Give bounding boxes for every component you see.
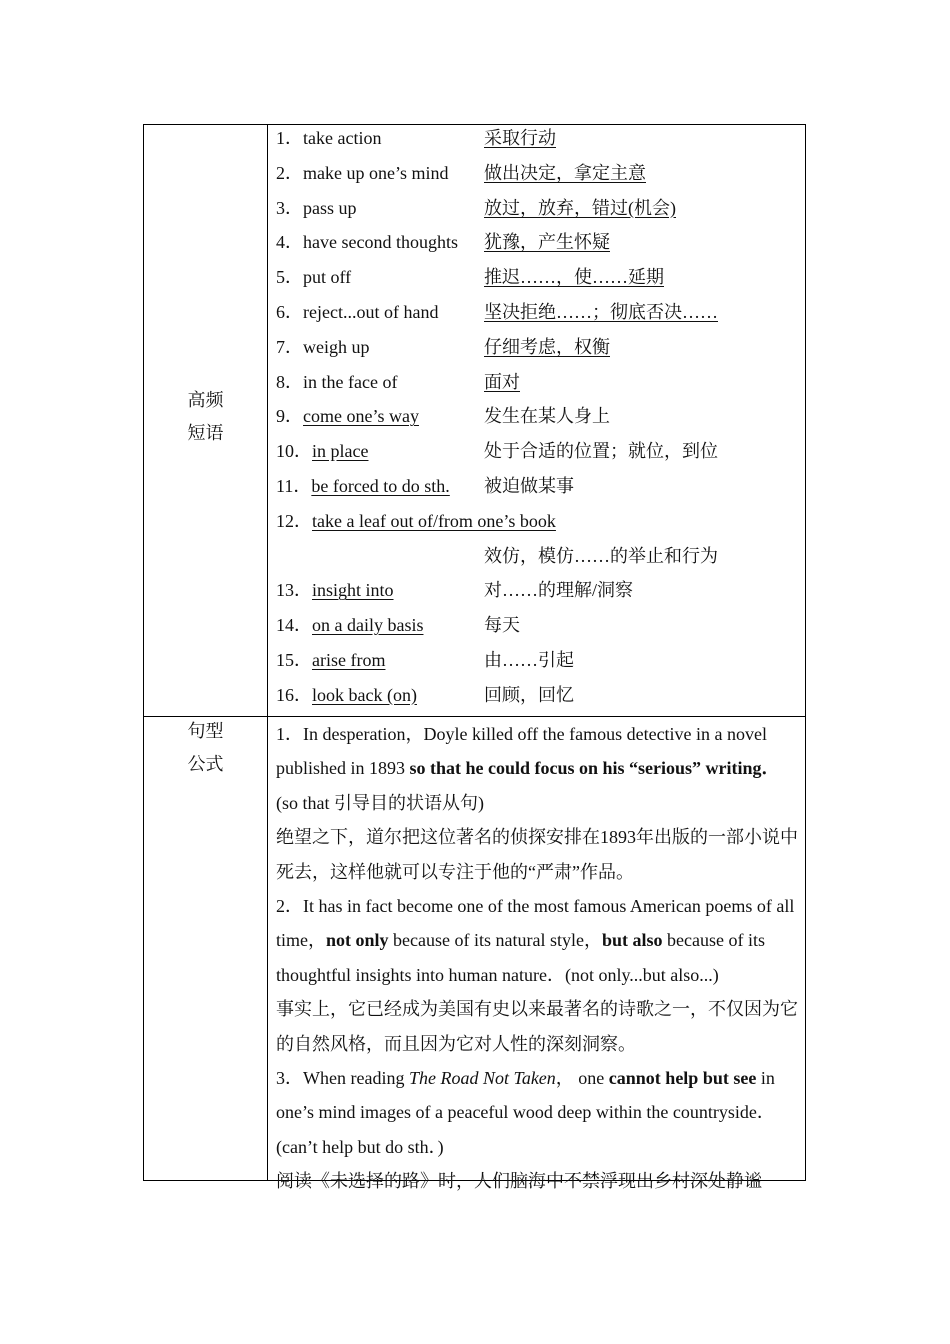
label-line: 公式	[187, 754, 224, 775]
pattern-key-structure: so that he could focus on his “serious” writing．	[409, 758, 780, 779]
pattern-text: ， one	[555, 1068, 609, 1089]
phrase-chinese: 推迟……，使……延期	[484, 267, 664, 288]
phrase-row	[276, 125, 801, 160]
phrase-number: 5．	[276, 267, 303, 288]
phrase-english: put off	[303, 267, 352, 288]
pattern-note: in one’s mind images of a peaceful wood deep within the countryside．(can’t help but do sth．)	[276, 1068, 775, 1157]
phrase-number: 2．	[276, 162, 303, 183]
phrase-english: insight into	[312, 580, 394, 601]
phrase-chinese: 采取行动	[484, 128, 556, 148]
phrase-chinese: 回顾，回忆	[484, 684, 574, 705]
phrase-row	[276, 334, 801, 369]
phrase-number: 6．	[276, 301, 303, 322]
pattern-text: It has in fact become one of the most famous American poems of all time，	[276, 896, 795, 951]
pattern-number: 3．	[276, 1068, 303, 1089]
pattern-note: because of its thoughtful insights into human nature．(not only...but also...)	[276, 930, 765, 985]
phrase-number: 4．	[276, 232, 303, 253]
phrase-chinese: 对……的理解/洞察	[484, 580, 634, 601]
phrase-row	[276, 682, 801, 717]
phrase-chinese: 由……引起	[484, 649, 574, 670]
phrase-english: weigh up	[303, 336, 370, 357]
phrase-chinese: 犹豫，产生怀疑	[484, 232, 610, 253]
label-line: 短语	[187, 423, 224, 444]
phrase-chinese: 发生在某人身上	[484, 406, 610, 427]
label-line: 高频	[187, 390, 224, 411]
phrase-row	[276, 264, 801, 299]
section-label-phrases	[144, 384, 267, 450]
phrase-number: 11．	[276, 475, 312, 496]
section-label-patterns	[144, 715, 267, 781]
pattern-key-structure: not only	[326, 930, 389, 951]
phrase-number: 12．	[276, 510, 312, 531]
phrase-chinese: 效仿，模仿……的举止和行为	[484, 545, 718, 566]
phrase-number: 7．	[276, 336, 303, 357]
phrase-chinese: 被迫做某事	[484, 475, 574, 496]
phrase-number: 13．	[276, 580, 312, 601]
pattern-item	[276, 717, 801, 820]
phrase-english: arise from	[312, 649, 386, 670]
phrase-english: in the face of	[303, 371, 398, 392]
pattern-number: 2．	[276, 896, 303, 917]
worksheet-table	[143, 124, 806, 1192]
phrase-english: reject...out of hand	[303, 301, 439, 322]
phrase-row	[276, 473, 801, 508]
phrase-row	[276, 299, 801, 334]
column-divider	[267, 125, 268, 1180]
phrase-chinese: 面对	[484, 371, 520, 392]
phrase-chinese: 处于合适的位置；就位，到位	[484, 441, 718, 462]
phrase-row	[276, 647, 801, 682]
phrase-english: come one’s way	[303, 406, 419, 427]
phrase-chinese: 仔细考虑，权衡	[484, 336, 610, 357]
poem-title: The Road Not Taken	[408, 1068, 556, 1089]
phrase-english: make up one’s mind	[303, 162, 449, 183]
phrase-english: have second thoughts	[303, 232, 458, 253]
phrase-english: be forced to do sth.	[311, 475, 450, 496]
phrase-chinese: 每天	[484, 615, 520, 636]
label-line: 句型	[187, 721, 224, 742]
phrase-english: in place	[312, 441, 369, 462]
phrase-row	[276, 438, 801, 473]
phrase-number: 3．	[276, 197, 303, 218]
phrase-number: 10．	[276, 441, 312, 462]
pattern-translation: 绝望之下，道尔把这位著名的侦探安排在1893年出版的一部小说中死去，这样他就可以专注于他的“严肃”作品。	[276, 827, 798, 882]
phrase-row	[276, 160, 801, 195]
phrase-english: on a daily basis	[312, 615, 424, 636]
phrase-chinese: 做出决定，拿定主意	[484, 162, 646, 183]
pattern-text: In desperation，Doyle killed off the famous detective in a novel published in 1893	[276, 724, 768, 779]
pattern-translation: 事实上，它已经成为美国有史以来最著名的诗歌之一，不仅因为它的自然风格，而且因为它对人性的深刻洞察。	[276, 999, 798, 1054]
phrase-number: 14．	[276, 615, 312, 636]
phrase-english: take a leaf out of/from one’s book	[312, 510, 556, 531]
phrase-number: 16．	[276, 684, 312, 705]
phrase-row	[276, 229, 801, 264]
phrase-row	[276, 369, 801, 404]
pattern-number: 1．	[276, 724, 303, 744]
phrase-list	[276, 125, 801, 717]
phrase-row	[276, 577, 801, 612]
phrase-chinese: 坚决拒绝……；彻底否决……	[484, 301, 718, 322]
pattern-text: because of its natural style，	[388, 930, 602, 951]
pattern-translation: 阅读《未选择的路》时，人们脑海中不禁浮现出乡村深处静谧	[276, 1171, 762, 1192]
phrase-row	[276, 403, 801, 438]
pattern-key-structure: cannot help but see	[608, 1068, 757, 1089]
phrase-row	[276, 195, 801, 230]
phrase-row	[276, 508, 801, 543]
phrase-english: look back (on)	[312, 684, 417, 705]
phrase-english: take action	[303, 128, 382, 148]
phrase-number: 8．	[276, 371, 303, 392]
pattern-note: (so that 引导目的状语从句)	[276, 792, 484, 813]
phrase-row	[276, 612, 801, 647]
phrase-english: pass up	[303, 197, 357, 218]
phrase-number: 9．	[276, 406, 303, 427]
pattern-item	[276, 889, 801, 992]
phrase-number: 15．	[276, 649, 312, 670]
phrase-chinese: 放过，放弃，错过(机会)	[484, 197, 676, 218]
pattern-list	[276, 717, 801, 1199]
pattern-key-structure: but also	[601, 930, 663, 951]
pattern-item	[276, 1061, 801, 1164]
phrase-number: 1．	[276, 128, 303, 148]
pattern-text: When reading	[303, 1068, 409, 1089]
phrase-row	[276, 543, 801, 578]
